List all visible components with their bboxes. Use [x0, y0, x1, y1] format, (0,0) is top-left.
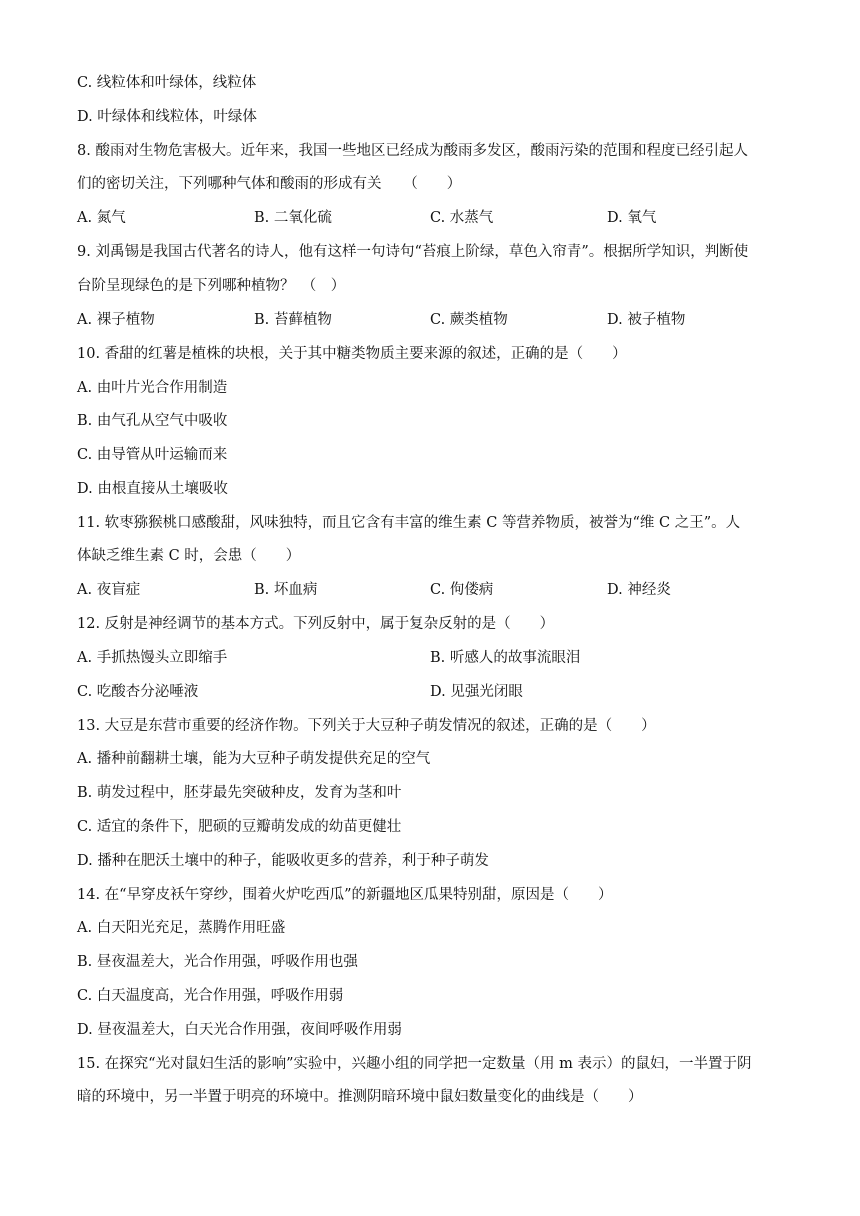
q11-option-d: D. 神经炎: [607, 582, 671, 598]
q8-stem-line2: 们的密切关注，下列哪种气体和酸雨的形成有关 （ ）: [77, 176, 462, 192]
q14-option-d: D. 昼夜温差大，白天光合作用强，夜间呼吸作用弱: [77, 1022, 402, 1038]
q11-stem-line2: 体缺乏维生素 C 时，会患（ ）: [77, 548, 301, 564]
q12-stem: 12. 反射是神经调节的基本方式。下列反射中，属于复杂反射的是（ ）: [77, 616, 555, 632]
q12-option-b: B. 听感人的故事流眼泪: [430, 650, 581, 666]
q10-option-c: C. 由导管从叶运输而来: [77, 447, 228, 463]
q9-option-d: D. 被子植物: [607, 312, 686, 328]
q14-option-b: B. 昼夜温差大，光合作用强，呼吸作用也强: [77, 954, 358, 970]
q12-option-c: C. 吃酸杏分泌唾液: [77, 684, 199, 700]
q14-option-c: C. 白天温度高，光合作用强，呼吸作用弱: [77, 988, 344, 1004]
q11-stem-line1: 11. 软枣猕猴桃口感酸甜，风味独特，而且它含有丰富的维生素 C 等营养物质，被誉为“维 C 之王”。人: [77, 515, 741, 531]
q11-option-b: B. 坏血病: [254, 582, 318, 598]
q10-option-a: A. 由叶片光合作用制造: [77, 380, 228, 396]
q10-option-d: D. 由根直接从土壤吸收: [77, 481, 228, 497]
q8-option-a: A. 氮气: [77, 210, 126, 226]
q13-option-b: B. 萌发过程中，胚芽最先突破种皮，发育为茎和叶: [77, 785, 402, 801]
q15-stem-line1: 15. 在探究“光对鼠妇生活的影响”实验中，兴趣小组的同学把一定数量（用 m 表示）的鼠妇，一半置于阴: [77, 1056, 752, 1072]
q13-stem: 13. 大豆是东营市重要的经济作物。下列关于大豆种子萌发情况的叙述，正确的是（ ）: [77, 718, 656, 734]
q11-option-a: A. 夜盲症: [77, 582, 141, 598]
q8-option-d: D. 氧气: [607, 210, 657, 226]
q7-option-d: D. 叶绿体和线粒体，叶绿体: [77, 109, 257, 125]
q8-option-c: C. 水蒸气: [430, 210, 494, 226]
q13-option-c: C. 适宜的条件下，肥硕的豆瓣萌发成的幼苗更健壮: [77, 819, 402, 835]
q9-option-b: B. 苔藓植物: [254, 312, 332, 328]
q14-option-a: A. 白天阳光充足，蒸腾作用旺盛: [77, 920, 286, 936]
q8-option-b: B. 二氧化硫: [254, 210, 332, 226]
q11-option-c: C. 佝偻病: [430, 582, 494, 598]
q9-option-a: A. 裸子植物: [77, 312, 155, 328]
q10-stem: 10. 香甜的红薯是植株的块根，关于其中糖类物质主要来源的叙述，正确的是（ ）: [77, 346, 627, 362]
q9-option-c: C. 蕨类植物: [430, 312, 508, 328]
q14-stem: 14. 在“早穿皮袄午穿纱，围着火炉吃西瓜”的新疆地区瓜果特别甜，原因是（ ）: [77, 887, 613, 903]
q9-stem-line1: 9. 刘禹锡是我国古代著名的诗人，他有这样一句诗句“苔痕上阶绿，草色入帘青”。根据所学知识，判断使: [77, 244, 749, 260]
q13-option-d: D. 播种在肥沃土壤中的种子，能吸收更多的营养，利于种子萌发: [77, 853, 489, 869]
q9-stem-line2: 台阶呈现绿色的是下列哪种植物？ （ ）: [77, 278, 346, 294]
q12-option-d: D. 见强光闭眼: [430, 684, 523, 700]
q10-option-b: B. 由气孔从空气中吸收: [77, 413, 228, 429]
q8-stem-line1: 8. 酸雨对生物危害极大。近年来，我国一些地区已经成为酸雨多发区，酸雨污染的范围和程度已经引起人: [77, 143, 748, 159]
q13-option-a: A. 播种前翻耕土壤，能为大豆种子萌发提供充足的空气: [77, 751, 431, 767]
q15-stem-line2: 暗的环境中，另一半置于明亮的环境中。推测阴暗环境中鼠妇数量变化的曲线是（ ）: [77, 1089, 643, 1105]
q7-option-c: C. 线粒体和叶绿体，线粒体: [77, 75, 257, 91]
q12-option-a: A. 手抓热馒头立即缩手: [77, 650, 228, 666]
